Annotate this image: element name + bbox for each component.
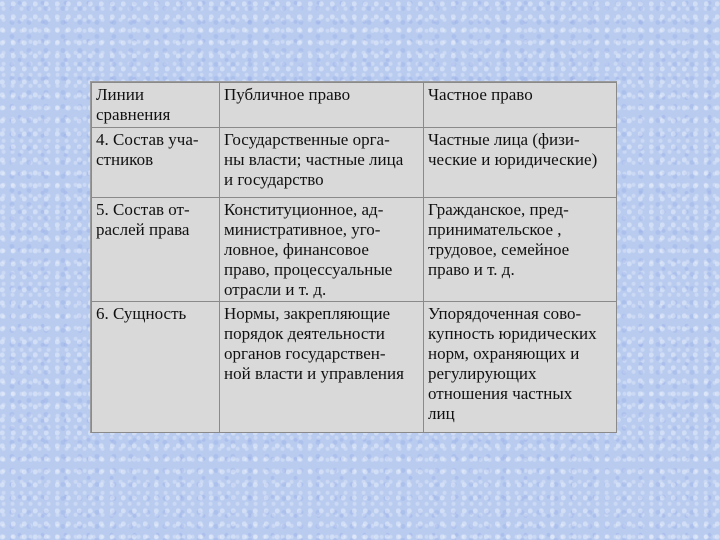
row-criteria-cell: 6. Сущность <box>92 302 220 433</box>
row-public-law-cell: Конституционное, ад- министративное, уго- ловное, финансовое право, процессуальные отрасли и т. д. <box>220 198 424 302</box>
header-private-law: Частное право <box>424 83 617 128</box>
table-header-row <box>92 83 617 128</box>
table-row <box>92 128 617 198</box>
table-row <box>92 198 617 302</box>
header-criteria: Линии сравнения <box>92 83 220 128</box>
row-criteria-cell: 5. Состав от- раслей права <box>92 198 220 302</box>
row-public-law-cell: Нормы, закрепляющие порядок деятельности органов государствен- ной власти и управления <box>220 302 424 433</box>
header-public-law: Публичное право <box>220 83 424 128</box>
row-public-law-cell: Государственные орга- ны власти; частные лица и государство <box>220 128 424 198</box>
row-criteria-cell: 4. Состав уча- стников <box>92 128 220 198</box>
row-private-law-cell: Частные лица (физи- ческие и юридические) <box>424 128 617 198</box>
comparison-table <box>91 82 616 432</box>
row-private-law-cell: Гражданское, пред- принимательское , трудовое, семейное право и т. д. <box>424 198 617 302</box>
table-row <box>92 302 617 433</box>
row-private-law-cell: Упорядоченная сово- купность юридических норм, охраняющих и регулирующих отношения частных лиц <box>424 302 617 433</box>
comparison-grid <box>91 82 617 433</box>
